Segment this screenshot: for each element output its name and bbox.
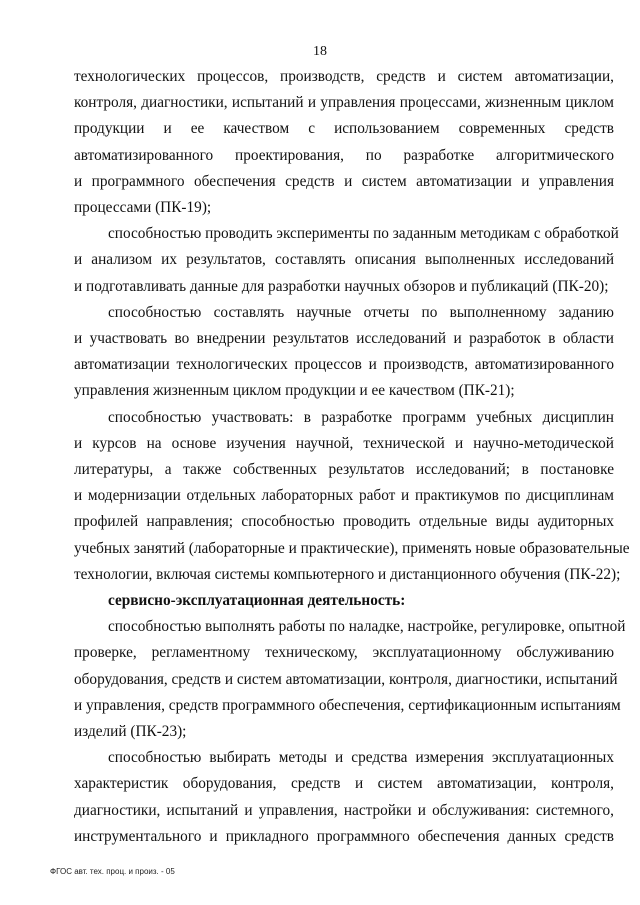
document-body xyxy=(74,64,630,850)
text-line: и управления, средств программного обеспечения, сертификационным испытаниям xyxy=(74,696,621,714)
text-line: способностью участвовать: в разработке программ учебных дисциплин xyxy=(108,408,614,426)
text-line: характеристик оборудования, средств и систем автоматизации, контроля, xyxy=(74,775,614,793)
text-line: сервисно-эксплуатационная деятельность: xyxy=(108,592,406,610)
text-line: технологии, включая системы компьютерного и дистанционного обучения (ПК-22); xyxy=(74,565,621,583)
text-line: учебных занятий (лабораторные и практические), применять новые образовательные xyxy=(74,539,630,557)
paragraph xyxy=(74,64,614,221)
text-line: автоматизированного проектирования, по разработке алгоритмического xyxy=(74,146,614,164)
text-line: процессами (ПК-19); xyxy=(74,199,212,217)
section-heading xyxy=(74,588,614,614)
text-line: проверке, регламентному техническому, эксплуатационному обслуживанию xyxy=(74,644,614,662)
text-line: оборудования, средств и систем автоматизации, контроля, диагностики, испытаний xyxy=(74,670,618,688)
text-line: диагностики, испытаний и управления, настройки и обслуживания: системного, xyxy=(74,801,614,819)
text-line: инструментального и прикладного программного обеспечения данных средств xyxy=(74,827,614,845)
text-line: и анализом их результатов, составлять описания выполненных исследований xyxy=(74,251,614,269)
footer-note: ФГОС авт. тех. проц. и произ. - 05 xyxy=(50,867,175,876)
text-line: и курсов на основе изучения научной, технической и научно-методической xyxy=(74,434,614,452)
text-line: продукции и ее качеством с использованием современных средств xyxy=(74,120,614,138)
page-number: 18 xyxy=(313,44,327,59)
text-line: и модернизации отдельных лабораторных работ и практикумов по дисциплинам xyxy=(74,487,614,505)
paragraph xyxy=(74,221,619,300)
text-line: и подготавливать данные для разработки научных обзоров и публикаций (ПК-20); xyxy=(74,277,609,295)
paragraph xyxy=(74,300,614,405)
text-line: способностью проводить эксперименты по заданным методикам с обработкой xyxy=(108,225,619,243)
text-line: способностью выполнять работы по наладке, настройке, регулировке, опытной xyxy=(108,618,626,636)
paragraph xyxy=(74,745,614,850)
text-line: способностью выбирать методы и средства измерения эксплуатационных xyxy=(108,749,614,767)
text-line: контроля, диагностики, испытаний и управления процессами, жизненным циклом xyxy=(74,94,614,112)
text-line: профилей направления; способностью проводить отдельные виды аудиторных xyxy=(74,513,614,531)
text-line: технологических процессов, производств, средств и систем автоматизации, xyxy=(74,68,614,85)
text-line: способностью составлять научные отчеты по выполненному заданию xyxy=(108,303,614,321)
paragraph xyxy=(74,405,630,588)
text-line: и участвовать во внедрении результатов исследований и разработок в области xyxy=(74,330,614,348)
paragraph xyxy=(74,614,626,745)
text-line: и программного обеспечения средств и систем автоматизации и управления xyxy=(74,172,614,190)
text-line: изделий (ПК-23); xyxy=(74,723,187,741)
text-line: литературы, а также собственных результатов исследований; в постановке xyxy=(74,461,614,479)
text-line: управления жизненным циклом продукции и ее качеством (ПК-21); xyxy=(74,382,515,400)
text-line: автоматизации технологических процессов и производств, автоматизированного xyxy=(74,356,614,374)
